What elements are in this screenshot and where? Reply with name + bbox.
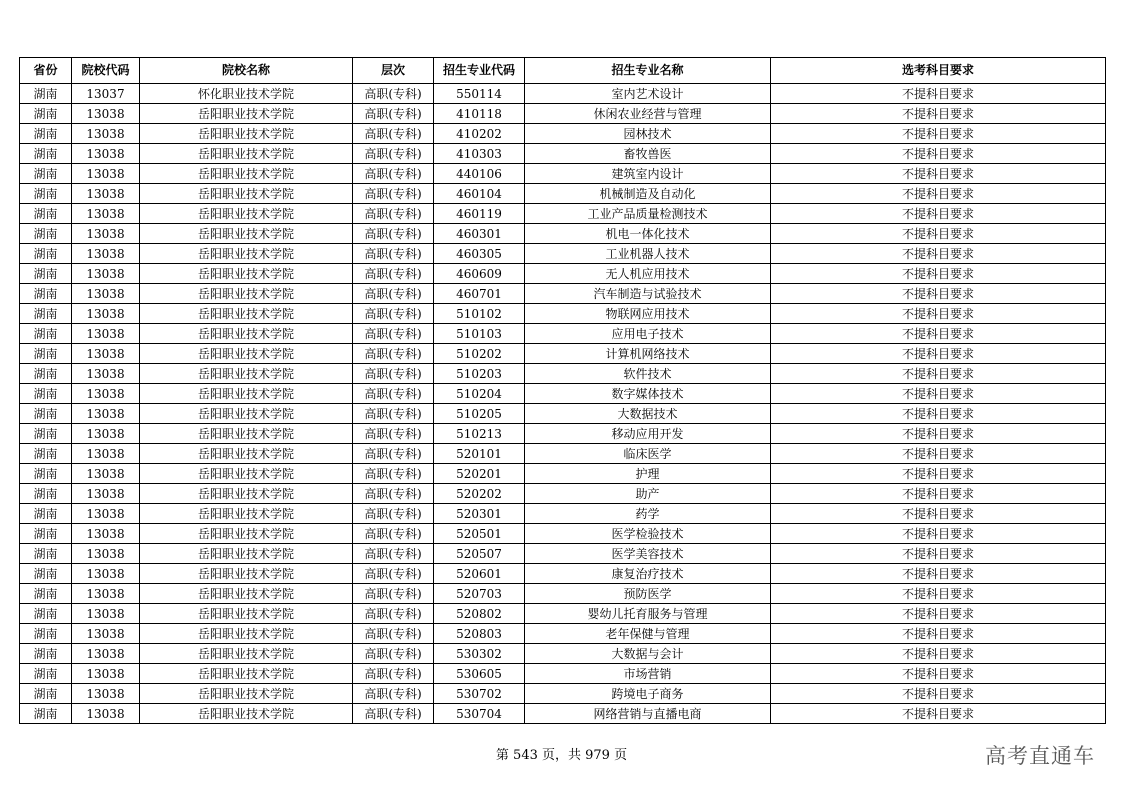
- cell-school-name: 岳阳职业技术学院: [140, 604, 353, 624]
- table-row: [20, 604, 1106, 624]
- cell-school-code: 13038: [72, 704, 140, 724]
- cell-school-code: 13037: [72, 84, 140, 104]
- header-subject-requirement: 选考科目要求: [771, 58, 1106, 84]
- table-row: [20, 564, 1106, 584]
- cell-subject-requirement: 不提科目要求: [771, 304, 1106, 324]
- cell-school-code: 13038: [72, 244, 140, 264]
- cell-province: 湖南: [20, 324, 72, 344]
- cell-major-name: 计算机网络技术: [525, 344, 771, 364]
- table-row: [20, 164, 1106, 184]
- cell-school-code: 13038: [72, 324, 140, 344]
- cell-major-code: 520202: [434, 484, 525, 504]
- cell-subject-requirement: 不提科目要求: [771, 184, 1106, 204]
- cell-province: 湖南: [20, 124, 72, 144]
- cell-major-code: 530702: [434, 684, 525, 704]
- cell-major-name: 园林技术: [525, 124, 771, 144]
- cell-school-name: 岳阳职业技术学院: [140, 444, 353, 464]
- cell-major-code: 460301: [434, 224, 525, 244]
- cell-province: 湖南: [20, 704, 72, 724]
- cell-major-code: 510203: [434, 364, 525, 384]
- cell-subject-requirement: 不提科目要求: [771, 504, 1106, 524]
- cell-major-name: 休闲农业经营与管理: [525, 104, 771, 124]
- table-row: [20, 204, 1106, 224]
- cell-subject-requirement: 不提科目要求: [771, 384, 1106, 404]
- cell-school-code: 13038: [72, 264, 140, 284]
- cell-subject-requirement: 不提科目要求: [771, 484, 1106, 504]
- header-major-code: 招生专业代码: [434, 58, 525, 84]
- cell-school-name: 岳阳职业技术学院: [140, 184, 353, 204]
- cell-level: 高职(专科): [353, 504, 434, 524]
- cell-province: 湖南: [20, 684, 72, 704]
- cell-school-name: 岳阳职业技术学院: [140, 304, 353, 324]
- cell-school-code: 13038: [72, 424, 140, 444]
- cell-major-name: 助产: [525, 484, 771, 504]
- cell-level: 高职(专科): [353, 624, 434, 644]
- cell-major-code: 410202: [434, 124, 525, 144]
- cell-subject-requirement: 不提科目要求: [771, 84, 1106, 104]
- cell-province: 湖南: [20, 184, 72, 204]
- cell-major-name: 汽车制造与试验技术: [525, 284, 771, 304]
- table-row: [20, 284, 1106, 304]
- cell-province: 湖南: [20, 584, 72, 604]
- table-body: [20, 84, 1106, 724]
- cell-province: 湖南: [20, 664, 72, 684]
- cell-subject-requirement: 不提科目要求: [771, 124, 1106, 144]
- cell-major-name: 机电一体化技术: [525, 224, 771, 244]
- cell-level: 高职(专科): [353, 264, 434, 284]
- cell-school-code: 13038: [72, 624, 140, 644]
- cell-province: 湖南: [20, 504, 72, 524]
- cell-major-name: 老年保健与管理: [525, 624, 771, 644]
- cell-school-name: 岳阳职业技术学院: [140, 284, 353, 304]
- cell-level: 高职(专科): [353, 704, 434, 724]
- cell-level: 高职(专科): [353, 184, 434, 204]
- cell-major-name: 临床医学: [525, 444, 771, 464]
- cell-province: 湖南: [20, 244, 72, 264]
- cell-major-name: 药学: [525, 504, 771, 524]
- cell-province: 湖南: [20, 484, 72, 504]
- header-major-name: 招生专业名称: [525, 58, 771, 84]
- cell-school-name: 岳阳职业技术学院: [140, 664, 353, 684]
- cell-school-code: 13038: [72, 104, 140, 124]
- cell-level: 高职(专科): [353, 384, 434, 404]
- cell-school-code: 13038: [72, 564, 140, 584]
- cell-level: 高职(专科): [353, 564, 434, 584]
- cell-major-name: 畜牧兽医: [525, 144, 771, 164]
- cell-subject-requirement: 不提科目要求: [771, 644, 1106, 664]
- cell-level: 高职(专科): [353, 104, 434, 124]
- table-row: [20, 664, 1106, 684]
- cell-school-code: 13038: [72, 544, 140, 564]
- cell-school-code: 13038: [72, 124, 140, 144]
- cell-major-name: 应用电子技术: [525, 324, 771, 344]
- cell-school-name: 岳阳职业技术学院: [140, 124, 353, 144]
- cell-level: 高职(专科): [353, 424, 434, 444]
- table-row: [20, 184, 1106, 204]
- cell-school-code: 13038: [72, 384, 140, 404]
- cell-major-name: 医学美容技术: [525, 544, 771, 564]
- cell-subject-requirement: 不提科目要求: [771, 164, 1106, 184]
- cell-school-code: 13038: [72, 184, 140, 204]
- cell-school-name: 岳阳职业技术学院: [140, 364, 353, 384]
- cell-major-name: 婴幼儿托育服务与管理: [525, 604, 771, 624]
- cell-major-code: 510202: [434, 344, 525, 364]
- cell-subject-requirement: 不提科目要求: [771, 664, 1106, 684]
- cell-school-name: 岳阳职业技术学院: [140, 164, 353, 184]
- cell-school-name: 岳阳职业技术学院: [140, 704, 353, 724]
- table-row: [20, 224, 1106, 244]
- cell-school-name: 岳阳职业技术学院: [140, 644, 353, 664]
- cell-subject-requirement: 不提科目要求: [771, 564, 1106, 584]
- cell-level: 高职(专科): [353, 124, 434, 144]
- cell-school-code: 13038: [72, 584, 140, 604]
- cell-school-name: 岳阳职业技术学院: [140, 324, 353, 344]
- table-row: [20, 684, 1106, 704]
- cell-school-code: 13038: [72, 684, 140, 704]
- cell-major-code: 460119: [434, 204, 525, 224]
- cell-major-code: 510102: [434, 304, 525, 324]
- cell-school-name: 岳阳职业技术学院: [140, 204, 353, 224]
- cell-subject-requirement: 不提科目要求: [771, 324, 1106, 344]
- cell-school-name: 岳阳职业技术学院: [140, 584, 353, 604]
- cell-major-code: 530704: [434, 704, 525, 724]
- cell-province: 湖南: [20, 304, 72, 324]
- cell-school-code: 13038: [72, 224, 140, 244]
- watermark-text: 高考直通车: [985, 744, 1095, 768]
- cell-province: 湖南: [20, 84, 72, 104]
- table-row: [20, 624, 1106, 644]
- cell-province: 湖南: [20, 144, 72, 164]
- cell-major-code: 520301: [434, 504, 525, 524]
- cell-province: 湖南: [20, 204, 72, 224]
- cell-province: 湖南: [20, 544, 72, 564]
- cell-school-code: 13038: [72, 164, 140, 184]
- cell-level: 高职(专科): [353, 544, 434, 564]
- table-row: [20, 364, 1106, 384]
- cell-subject-requirement: 不提科目要求: [771, 224, 1106, 244]
- table-row: [20, 344, 1106, 364]
- cell-subject-requirement: 不提科目要求: [771, 264, 1106, 284]
- cell-level: 高职(专科): [353, 484, 434, 504]
- cell-subject-requirement: 不提科目要求: [771, 464, 1106, 484]
- table-row: [20, 404, 1106, 424]
- cell-level: 高职(专科): [353, 444, 434, 464]
- cell-school-code: 13038: [72, 364, 140, 384]
- cell-level: 高职(专科): [353, 244, 434, 264]
- cell-major-code: 520201: [434, 464, 525, 484]
- cell-major-name: 数字媒体技术: [525, 384, 771, 404]
- cell-level: 高职(专科): [353, 684, 434, 704]
- cell-major-name: 移动应用开发: [525, 424, 771, 444]
- cell-major-name: 建筑室内设计: [525, 164, 771, 184]
- cell-school-code: 13038: [72, 504, 140, 524]
- cell-subject-requirement: 不提科目要求: [771, 624, 1106, 644]
- header-level: 层次: [353, 58, 434, 84]
- cell-subject-requirement: 不提科目要求: [771, 204, 1106, 224]
- table-row: [20, 84, 1106, 104]
- cell-province: 湖南: [20, 224, 72, 244]
- cell-subject-requirement: 不提科目要求: [771, 684, 1106, 704]
- cell-subject-requirement: 不提科目要求: [771, 284, 1106, 304]
- table-row: [20, 264, 1106, 284]
- cell-level: 高职(专科): [353, 284, 434, 304]
- cell-major-code: 440106: [434, 164, 525, 184]
- cell-school-name: 岳阳职业技术学院: [140, 524, 353, 544]
- cell-level: 高职(专科): [353, 404, 434, 424]
- cell-major-name: 室内艺术设计: [525, 84, 771, 104]
- cell-level: 高职(专科): [353, 364, 434, 384]
- cell-school-name: 岳阳职业技术学院: [140, 224, 353, 244]
- cell-major-code: 510103: [434, 324, 525, 344]
- cell-province: 湖南: [20, 164, 72, 184]
- cell-level: 高职(专科): [353, 664, 434, 684]
- cell-school-code: 13038: [72, 404, 140, 424]
- cell-major-code: 520703: [434, 584, 525, 604]
- cell-province: 湖南: [20, 424, 72, 444]
- cell-province: 湖南: [20, 524, 72, 544]
- cell-province: 湖南: [20, 344, 72, 364]
- table-row: [20, 524, 1106, 544]
- cell-province: 湖南: [20, 364, 72, 384]
- table-row: [20, 444, 1106, 464]
- cell-major-name: 跨境电子商务: [525, 684, 771, 704]
- cell-level: 高职(专科): [353, 304, 434, 324]
- cell-level: 高职(专科): [353, 524, 434, 544]
- cell-subject-requirement: 不提科目要求: [771, 524, 1106, 544]
- enrollment-table-container: [19, 57, 1105, 724]
- cell-subject-requirement: 不提科目要求: [771, 424, 1106, 444]
- table-row: [20, 384, 1106, 404]
- cell-major-code: 510213: [434, 424, 525, 444]
- cell-major-name: 大数据与会计: [525, 644, 771, 664]
- cell-school-code: 13038: [72, 664, 140, 684]
- cell-school-name: 岳阳职业技术学院: [140, 244, 353, 264]
- cell-province: 湖南: [20, 384, 72, 404]
- table-row: [20, 104, 1106, 124]
- cell-level: 高职(专科): [353, 464, 434, 484]
- cell-province: 湖南: [20, 444, 72, 464]
- cell-major-code: 410118: [434, 104, 525, 124]
- cell-major-name: 软件技术: [525, 364, 771, 384]
- cell-level: 高职(专科): [353, 344, 434, 364]
- cell-major-code: 510204: [434, 384, 525, 404]
- cell-major-name: 物联网应用技术: [525, 304, 771, 324]
- page-number: 第 543 页，共 979 页: [495, 748, 628, 763]
- cell-school-code: 13038: [72, 444, 140, 464]
- table-row: [20, 124, 1106, 144]
- cell-level: 高职(专科): [353, 604, 434, 624]
- cell-subject-requirement: 不提科目要求: [771, 704, 1106, 724]
- cell-major-code: 460701: [434, 284, 525, 304]
- cell-school-code: 13038: [72, 284, 140, 304]
- cell-school-code: 13038: [72, 464, 140, 484]
- cell-subject-requirement: 不提科目要求: [771, 144, 1106, 164]
- cell-level: 高职(专科): [353, 84, 434, 104]
- cell-major-name: 康复治疗技术: [525, 564, 771, 584]
- header-school-code: 院校代码: [72, 58, 140, 84]
- table-row: [20, 144, 1106, 164]
- cell-school-name: 岳阳职业技术学院: [140, 264, 353, 284]
- cell-province: 湖南: [20, 604, 72, 624]
- cell-school-code: 13038: [72, 604, 140, 624]
- cell-school-code: 13038: [72, 524, 140, 544]
- cell-province: 湖南: [20, 284, 72, 304]
- cell-school-code: 13038: [72, 304, 140, 324]
- cell-subject-requirement: 不提科目要求: [771, 544, 1106, 564]
- cell-subject-requirement: 不提科目要求: [771, 604, 1106, 624]
- cell-province: 湖南: [20, 104, 72, 124]
- cell-major-code: 530605: [434, 664, 525, 684]
- cell-major-name: 医学检验技术: [525, 524, 771, 544]
- cell-level: 高职(专科): [353, 164, 434, 184]
- cell-province: 湖南: [20, 404, 72, 424]
- cell-subject-requirement: 不提科目要求: [771, 584, 1106, 604]
- cell-major-code: 520101: [434, 444, 525, 464]
- cell-major-name: 工业产品质量检测技术: [525, 204, 771, 224]
- cell-major-code: 520802: [434, 604, 525, 624]
- table-row: [20, 464, 1106, 484]
- cell-school-name: 岳阳职业技术学院: [140, 404, 353, 424]
- cell-subject-requirement: 不提科目要求: [771, 404, 1106, 424]
- cell-major-code: 520507: [434, 544, 525, 564]
- cell-level: 高职(专科): [353, 224, 434, 244]
- cell-major-code: 460609: [434, 264, 525, 284]
- cell-major-code: 530302: [434, 644, 525, 664]
- cell-subject-requirement: 不提科目要求: [771, 364, 1106, 384]
- cell-school-name: 岳阳职业技术学院: [140, 424, 353, 444]
- cell-major-code: 520803: [434, 624, 525, 644]
- cell-level: 高职(专科): [353, 144, 434, 164]
- table-row: [20, 544, 1106, 564]
- cell-level: 高职(专科): [353, 584, 434, 604]
- cell-major-code: 460305: [434, 244, 525, 264]
- cell-province: 湖南: [20, 644, 72, 664]
- cell-school-code: 13038: [72, 204, 140, 224]
- cell-major-code: 550114: [434, 84, 525, 104]
- table-row: [20, 484, 1106, 504]
- cell-level: 高职(专科): [353, 204, 434, 224]
- cell-school-name: 岳阳职业技术学院: [140, 384, 353, 404]
- table-row: [20, 244, 1106, 264]
- table-row: [20, 504, 1106, 524]
- cell-school-name: 岳阳职业技术学院: [140, 624, 353, 644]
- cell-major-name: 工业机器人技术: [525, 244, 771, 264]
- table-row: [20, 324, 1106, 344]
- cell-major-code: 520501: [434, 524, 525, 544]
- cell-school-name: 岳阳职业技术学院: [140, 564, 353, 584]
- cell-school-code: 13038: [72, 644, 140, 664]
- header-school-name: 院校名称: [140, 58, 353, 84]
- table-row: [20, 424, 1106, 444]
- cell-major-name: 护理: [525, 464, 771, 484]
- header-row: [20, 58, 1106, 84]
- cell-major-code: 460104: [434, 184, 525, 204]
- table-row: [20, 584, 1106, 604]
- cell-school-name: 岳阳职业技术学院: [140, 504, 353, 524]
- cell-major-name: 大数据技术: [525, 404, 771, 424]
- cell-level: 高职(专科): [353, 644, 434, 664]
- cell-province: 湖南: [20, 624, 72, 644]
- enrollment-table: [19, 57, 1106, 724]
- cell-school-name: 岳阳职业技术学院: [140, 344, 353, 364]
- cell-major-name: 机械制造及自动化: [525, 184, 771, 204]
- cell-subject-requirement: 不提科目要求: [771, 244, 1106, 264]
- cell-school-name: 岳阳职业技术学院: [140, 464, 353, 484]
- table-row: [20, 304, 1106, 324]
- cell-school-name: 岳阳职业技术学院: [140, 484, 353, 504]
- cell-major-code: 520601: [434, 564, 525, 584]
- cell-subject-requirement: 不提科目要求: [771, 444, 1106, 464]
- cell-major-name: 预防医学: [525, 584, 771, 604]
- cell-school-name: 岳阳职业技术学院: [140, 684, 353, 704]
- cell-major-code: 410303: [434, 144, 525, 164]
- table-row: [20, 704, 1106, 724]
- table-header: [20, 58, 1106, 84]
- cell-school-name: 怀化职业技术学院: [140, 84, 353, 104]
- cell-province: 湖南: [20, 564, 72, 584]
- cell-school-code: 13038: [72, 144, 140, 164]
- cell-major-name: 市场营销: [525, 664, 771, 684]
- cell-school-code: 13038: [72, 344, 140, 364]
- cell-school-name: 岳阳职业技术学院: [140, 104, 353, 124]
- cell-province: 湖南: [20, 464, 72, 484]
- cell-school-name: 岳阳职业技术学院: [140, 144, 353, 164]
- table-row: [20, 644, 1106, 664]
- cell-province: 湖南: [20, 264, 72, 284]
- header-province: 省份: [20, 58, 72, 84]
- cell-subject-requirement: 不提科目要求: [771, 104, 1106, 124]
- cell-major-name: 网络营销与直播电商: [525, 704, 771, 724]
- cell-major-name: 无人机应用技术: [525, 264, 771, 284]
- cell-school-name: 岳阳职业技术学院: [140, 544, 353, 564]
- cell-subject-requirement: 不提科目要求: [771, 344, 1106, 364]
- cell-level: 高职(专科): [353, 324, 434, 344]
- cell-school-code: 13038: [72, 484, 140, 504]
- cell-major-code: 510205: [434, 404, 525, 424]
